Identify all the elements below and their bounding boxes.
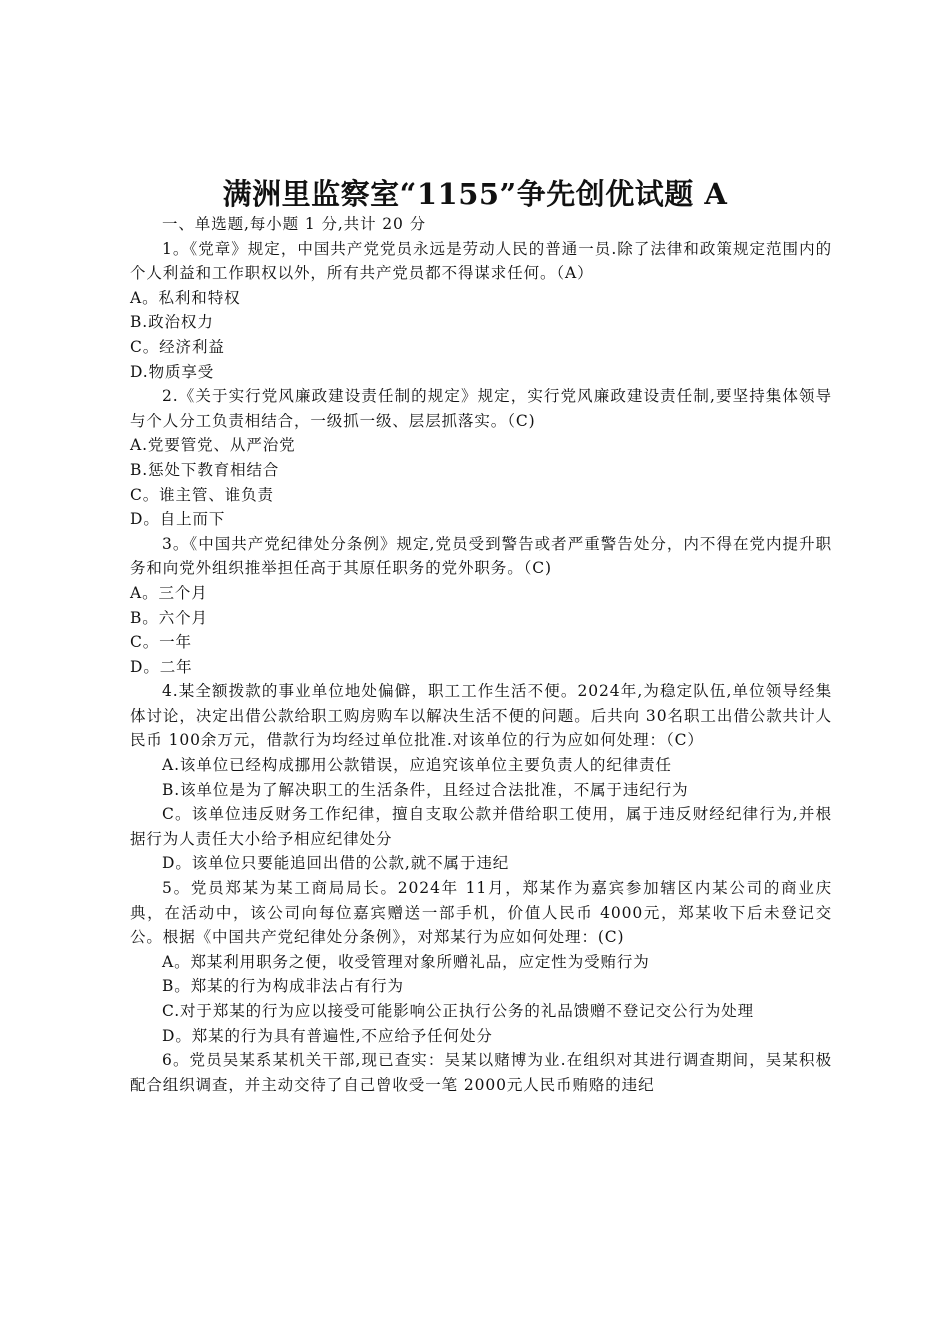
section-heading: 一、单选题,每小题 1 分,共计 20 分 (162, 215, 427, 233)
answer-option: D。该单位只要能追回出借的公款,就不属于违纪 (162, 854, 510, 873)
answer-option: B.该单位是为了解决职工的生活条件，且经过合法批准，不属于违纪行为 (162, 780, 689, 799)
answer-option: D.物质享受 (130, 362, 215, 381)
answer-option: C.对于郑某的行为应以接受可能影响公正执行公务的礼品馈赠不登记交公行为处理 (162, 1002, 755, 1020)
answer-option: D。郑某的行为具有普遍性,不应给予任何处分 (162, 1026, 493, 1045)
question-stem: 2.《关于实行党风廉政建设责任制的规定》规定，实行党风廉政建设责任制,要坚持集体领导与个人分工负责相结合，一级抓一级、层层抓落实。（C) (130, 387, 832, 430)
answer-option: A。三个月 (130, 583, 208, 602)
answer-option: A.该单位已经构成挪用公款错误，应追究该单位主要负责人的纪律责任 (162, 756, 672, 775)
question-stem: 1。《党章》规定，中国共产党党员永远是劳动人民的普通一员.除了法律和政策规定范围内的个人利益和工作职权以外，所有共产党员都不得谋求任何。（A） (130, 239, 832, 283)
answer-option: C。一年 (130, 633, 192, 652)
answer-option: A。郑某利用职务之便，收受管理对象所赠礼品，应定性为受贿行为 (162, 952, 650, 971)
document-title: 满洲里监察室“1155”争先创优试题 A (222, 177, 728, 211)
answer-option: D。二年 (130, 657, 193, 676)
question-stem: 4.某全额拨款的事业单位地处偏僻，职工工作生活不便。2024年,为稳定队伍,单位领导经集体讨论，决定出借公款给职工购房购车以解决生活不便的问题。后共向 30名职工出借公款共计人民币 100余万元，借款行为均经过单位批准.对该单位的行为应如何处理：（C） (130, 682, 832, 750)
answer-option: B。郑某的行为构成非法占有行为 (162, 977, 404, 996)
answer-option: D。自上而下 (130, 510, 226, 529)
answer-option: C。经济利益 (130, 337, 225, 356)
answer-option: C。谁主管、谁负责 (130, 485, 274, 504)
answer-option: B.政治权力 (130, 313, 214, 332)
answer-option: A.党要管党、从严治党 (130, 436, 296, 455)
question-stem: 6。党员吴某系某机关干部,现已查实：吴某以赌博为业.在组织对其进行调查期间，吴某积极配合组织调查，并主动交待了自己曾收受一笔 2000元人民币贿赂的违纪 (130, 1051, 832, 1094)
answer-option: C。该单位违反财务工作纪律，擅自支取公款并借给职工使用，属于违反财经纪律行为,并根据行为人责任大小给予相应纪律处分 (130, 805, 832, 848)
answer-option: B。六个月 (130, 608, 208, 627)
document-body (130, 212, 832, 1097)
answer-option: A。私利和特权 (130, 288, 241, 307)
question-stem: 5。党员郑某为某工商局局长。2024年 11月，郑某作为嘉宾参加辖区内某公司的商业庆典，在活动中，该公司向每位嘉宾赠送一部手机，价值人民币 4000元，郑某收下后未登记交公。根据《中国共产党纪律处分条例》，对郑某行为应如何处理：(C) (130, 879, 832, 947)
question-stem: 3。《中国共产党纪律处分条例》规定,党员受到警告或者严重警告处分，内不得在党内提升职务和向党外组织推举担任高于其原任职务的党外职务。（C) (130, 534, 832, 578)
answer-option: B.惩处下教育相结合 (130, 460, 280, 479)
